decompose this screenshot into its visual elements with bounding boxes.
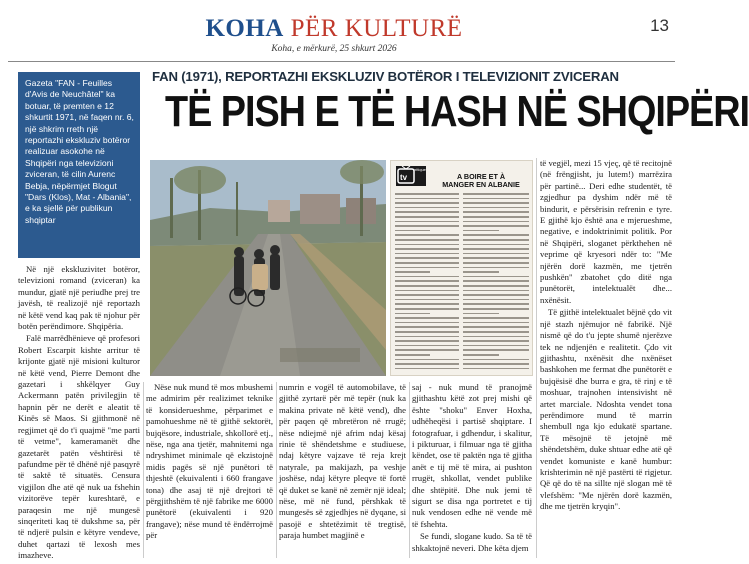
column-paragraph: Të gjithë intelektualet bëjnë çdo vit një stazh njëmujor në fabrikë. Një nismë që do t'u jepte shumë njerëzve tek ne ndjenjën e realitetit. Çdo vit gjithashtu, nxënësit dhe nxënëset bashkohen me fermat dhe punëtorët e bujqësisë dhe burra e gra, të rinj e të moshuar, trajnohen intensivisht në artet marciale. Ndoshta vendet tona perëndimore mund të marrin shembull nga kjo edukatë spartane. Të mësojnë të jetojnë më shëndetshëm, duke shtuar edhe atë që vendet komuniste e kanë humbur: krishterimin në një pastërti të rigjetur. Që që do të na sillte një slogan më të vlefshëm: "Me njërën dorë kazmën, dhe me tjetrën kryqin". <box>540 307 672 512</box>
brand-koha: KOHA <box>205 15 284 42</box>
article-column-2 <box>146 382 273 560</box>
clipping-text-line <box>395 368 459 370</box>
clipping-text-line <box>395 294 459 296</box>
clipping-text-line <box>463 253 529 255</box>
page-number: 13 <box>650 16 669 35</box>
clipping-text-line <box>463 207 529 209</box>
clipping-text-line <box>463 234 529 236</box>
clipping-text-line <box>463 198 529 200</box>
article-column-1 <box>18 264 140 560</box>
issue-date: Koha, e mërkurë, 25 shkurt 2026 <box>271 44 397 54</box>
clipping-text-line <box>463 290 529 292</box>
clipping-text-line <box>463 225 529 227</box>
clipping-text-line <box>395 253 459 255</box>
clipping-text-line <box>463 326 529 328</box>
clipping-text-line <box>463 340 529 342</box>
clipping-text-line <box>395 280 459 282</box>
column-divider <box>143 382 144 558</box>
column-divider <box>409 382 410 558</box>
clipping-text-line <box>395 221 459 223</box>
clipping-text-line <box>463 299 529 301</box>
clipping-text-line <box>463 262 529 264</box>
clipping-text-line <box>463 193 529 195</box>
article-kicker: FAN (1971), REPORTAZHI EKSKLUZIV BOTËROR I TELEVIZIONIT ZVICERAN <box>152 69 619 84</box>
clipping-headline <box>431 173 531 189</box>
clipping-text-line <box>395 331 459 333</box>
intro-sidebar: Gazeta "FAN - Feuilles d'Avis de Neuchâtel" ka botuar, të premten e 12 shkurtit 1971, në faqen nr. 6, një shkrim rreth një reportazhi ekskluziv botëror realizuar asokohe në Shqipëri nga televizioni zviceran, të cilin Aurenc Bebja, nëpërmjet Blogut "Dars (Klos), Mat - Albania", e ka sjellë për publikun shqiptar <box>18 72 140 258</box>
clipping-text-line <box>463 257 529 259</box>
clipping-text-line <box>463 271 499 273</box>
clipping-text-line <box>395 225 459 227</box>
clipping-text-line <box>463 317 529 319</box>
clipping-text-line <box>463 216 529 218</box>
clipping-text-line <box>395 257 459 259</box>
clipping-text-line <box>463 368 529 370</box>
clipping-text-line <box>463 239 529 241</box>
column-paragraph: saj - nuk mund të pranojmë gjithashtu këtë zot prej mishi që ështe "shoku" Enver Hoxha, udhëheqësi i partisë shqiptare. I fotografuar, i gdhendur, i skalitur, i pikturuar, i filmuar nga të gjitha këndet, ose të paktën nga të gjitha anët e tij më të mira, ai pushton rrugët, shkollat, vendet publike dhe shtëpitë. Dhe nuk jemi të sigurt se disa nga portretet e tij nuk vendosen edhe në vende më të fshehta. <box>412 382 532 529</box>
clipping-text-line <box>395 299 459 301</box>
clipping-text-line <box>463 267 529 269</box>
clipping-text-line <box>463 280 529 282</box>
column-divider <box>536 158 537 558</box>
clipping-text-line <box>395 359 459 361</box>
article-photo <box>150 160 386 376</box>
column-paragraph: numrin e vogël të automobilave, të gjithë zyrtarë për më tepër (nuk ka makina private në këtë vend), dhe për paqen që mbretëron në rrugë; nëse ndiejmë një afrim ndaj kësaj rinie të shëndetshme e studiuese, ndaj këtyre vajzave të reja krejt natyrale, pa makijazh, pa veshje joshëse, ndaj këtyre pleqve të fortë që duket se kanë në zemër një ideal; nëse, më në fund, përshkak të mungesës së zgjedhjes në dyqane, si pasojë e shtetëzimit të tregtisë, paraja humbet magjinë e <box>279 382 406 541</box>
clipping-text-line <box>463 285 529 287</box>
column-paragraph: të vegjël, mezi 15 vjeç, që të recitojnë (në frëngjisht, ju lutem!) marrëzira për partinë... Deri edhe studentët, të zgjedhur pa dyshim ndër më të bindurit, e përsërisin refrenin e tyre. E gjithë kjo është ana e mjerueshme, negative, e indoktrinimit politik. Por në Shqipëri, sloganet përkthehen në veprime që kryesori ndër to: "Me njërën dorë kazmën, me tjetrën pushkën" zbatohet çdo ditë nga punëtorët, intelektualët dhe... nxënësit. <box>540 158 672 305</box>
clipping-text-line <box>395 354 430 356</box>
clipping-text-line <box>463 354 499 356</box>
clipping-text-line <box>463 230 499 232</box>
clipping-text-line <box>395 202 459 204</box>
clipping-text-line <box>395 308 459 310</box>
clipping-text-line <box>463 276 529 278</box>
clipping-text-line <box>395 363 459 365</box>
clipping-text-line <box>395 248 459 250</box>
clipping-text-line <box>395 234 459 236</box>
clipping-text-line <box>395 336 459 338</box>
clipping-text-line <box>395 313 430 315</box>
clipping-text-line <box>463 244 529 246</box>
clipping-text-line <box>395 230 430 232</box>
clipping-text-line <box>395 317 459 319</box>
clipping-text-line <box>463 349 529 351</box>
clipping-text-line <box>463 345 529 347</box>
clipping-text-line <box>395 193 459 195</box>
clipping-headline-line2: MANGER EN ALBANIE <box>442 180 520 190</box>
critique-label: critique <box>413 167 426 172</box>
clipping-text-line <box>395 262 459 264</box>
section-name: PËR KULTURË <box>283 15 463 42</box>
masthead-title <box>184 15 484 42</box>
newspaper-clipping <box>390 160 533 376</box>
column-paragraph: Se fundi, slogane kudo. Sa të të shkaktojnë neveri. Dhe këta djem <box>412 531 532 553</box>
clipping-text-line <box>395 340 459 342</box>
clipping-text-line <box>463 322 529 324</box>
article-headline: TË PISH E TË HASH NË SHQIPËRI <box>165 87 749 136</box>
clipping-text-line <box>463 202 529 204</box>
clipping-text-line <box>463 331 529 333</box>
clipping-text-line <box>395 244 459 246</box>
clipping-text-line <box>395 239 459 241</box>
clipping-text-line <box>395 303 459 305</box>
clipping-text-line <box>395 326 459 328</box>
clipping-text-line <box>395 322 459 324</box>
column-divider <box>276 382 277 558</box>
clipping-text-line <box>463 248 529 250</box>
road-scene-photo <box>150 160 386 376</box>
column-paragraph: Nëse nuk mund të mos mbushemi me admirim për realizimet teknike të konsiderueshme, përparimet e pamohueshme në të gjithë sektorët, bujqësore, industriale, shkollorë etj., nëse, nga ana tjetër, mahnitemi nga ndryshimet minimale që ekzistojnë midis pagës së një punëtori të thjeshtë (ekuivalenti i 660 frangave tona) dhe asaj të një drejtori të përgjithshëm të një fabrike me 6000 punëtorë (ekuivalenti i 920 frangave); nëse mund të ëndërrojmë për <box>146 382 273 541</box>
clipping-text-line <box>463 303 529 305</box>
clipping-text-line <box>395 216 459 218</box>
clipping-text-line <box>463 294 529 296</box>
clipping-text-line <box>395 349 459 351</box>
clipping-text-line <box>395 198 459 200</box>
clipping-text-line <box>463 308 529 310</box>
clipping-text-line <box>463 211 529 213</box>
clipping-text-line <box>463 336 529 338</box>
clipping-text-line <box>395 267 459 269</box>
masthead-divider <box>8 61 675 62</box>
column-paragraph: Falë marrëdhënieve që profesori Robert Escarpit kishte arritur të krijonte gjatë një misioni kulturor në këtë vend, Pierre Demont dhe gazetari i shkëlqyer Guy Ackermann patën privilegjin të hapnin për ne derët e aleatit të Kinës së Maos. Si gjithmonë në regjimet që do t'i quajmë "me parti të vetme", kameramanët dhe gazetarët patën vështirësi të pafundme për të dhënë një pasqyrë të saktë të situatës. Censura vigjilon dhe atë që nuk ua fshehin vizitorëve tepër kureshtarë, e paraqesin me një mungesë sinqeriteti kaq të dukshme sa, për të ndjerë pulsin e këtyre vendeve, duhet qartazi të lexosh mes imazheve. <box>18 333 140 561</box>
tv-logo-glyph: tv <box>400 173 408 182</box>
article-column-3 <box>279 382 406 560</box>
clipping-text-line <box>463 313 499 315</box>
clipping-text-line <box>395 345 459 347</box>
clipping-text-line <box>463 363 529 365</box>
article-column-5 <box>540 158 672 560</box>
clipping-text-line <box>395 285 459 287</box>
column-paragraph: Në një ekskluzivitet botëror, televizioni romand (zviceran) ka mundur, gjatë një periudhe prej tre javësh, të realizojë një reportazh në këtë vend kaq pak të njohur për botën perëndimore. Shqipëria. <box>18 264 140 332</box>
clipping-text-line <box>395 290 459 292</box>
clipping-headline-line1: A BOIRE ET À <box>456 172 506 181</box>
clipping-text-line <box>395 211 459 213</box>
clipping-text-line <box>395 207 459 209</box>
clipping-text-line <box>463 221 529 223</box>
clipping-text-line <box>395 276 459 278</box>
article-column-4 <box>412 382 532 560</box>
masthead <box>184 15 484 54</box>
clipping-text-line <box>395 271 430 273</box>
clipping-text-line <box>463 359 529 361</box>
